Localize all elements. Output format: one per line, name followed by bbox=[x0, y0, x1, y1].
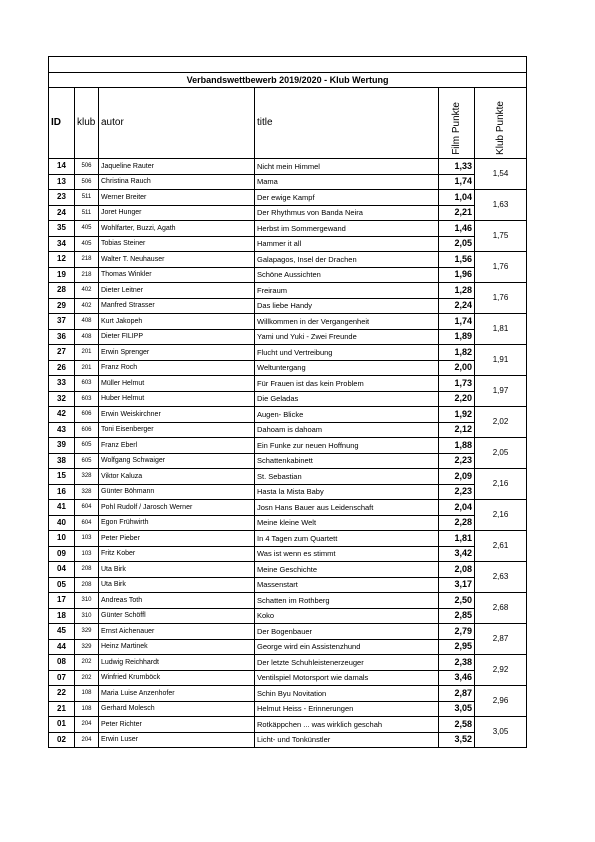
cell-film-punkte: 2,21 bbox=[439, 205, 475, 221]
header-klub: klub bbox=[75, 88, 99, 159]
cell-film-punkte: 1,28 bbox=[439, 283, 475, 299]
cell-autor: Erwin Weiskirchner bbox=[99, 407, 255, 423]
cell-film-punkte: 2,38 bbox=[439, 655, 475, 671]
cell-title: Freiraum bbox=[255, 283, 439, 299]
table-row bbox=[49, 159, 527, 175]
cell-autor: Egon Frühwirth bbox=[99, 515, 255, 531]
cell-id: 12 bbox=[49, 252, 75, 268]
table-row bbox=[49, 515, 527, 531]
header-title: title bbox=[255, 88, 439, 159]
cell-autor: Günter Schöffl bbox=[99, 608, 255, 624]
cell-title: Dahoam is dahoam bbox=[255, 422, 439, 438]
cell-autor: Heinz Martinek bbox=[99, 639, 255, 655]
cell-film-punkte: 2,00 bbox=[439, 360, 475, 376]
cell-klub-punkte: 1,63 bbox=[475, 190, 527, 221]
cell-title: Ein Funke zur neuen Hoffnung bbox=[255, 438, 439, 454]
table-row bbox=[49, 345, 527, 361]
cell-klub: 201 bbox=[75, 345, 99, 361]
cell-id: 02 bbox=[49, 732, 75, 748]
cell-film-punkte: 2,23 bbox=[439, 484, 475, 500]
cell-film-punkte: 2,04 bbox=[439, 500, 475, 516]
cell-autor: Thomas Winkler bbox=[99, 267, 255, 283]
cell-film-punkte: 1,73 bbox=[439, 376, 475, 392]
cell-film-punkte: 2,87 bbox=[439, 686, 475, 702]
table-row bbox=[49, 484, 527, 500]
table-caption: Verbandswettbewerb 2019/2020 - Klub Wertung bbox=[49, 73, 527, 88]
cell-klub: 408 bbox=[75, 314, 99, 330]
cell-id: 42 bbox=[49, 407, 75, 423]
cell-title: Nicht mein Himmel bbox=[255, 159, 439, 175]
cell-klub-punkte: 1,54 bbox=[475, 159, 527, 190]
cell-klub: 605 bbox=[75, 438, 99, 454]
cell-id: 21 bbox=[49, 701, 75, 717]
cell-id: 09 bbox=[49, 546, 75, 562]
cell-klub: 408 bbox=[75, 329, 99, 345]
cell-autor: Erwin Sprenger bbox=[99, 345, 255, 361]
cell-autor: Fritz Kober bbox=[99, 546, 255, 562]
cell-title: Meine kleine Welt bbox=[255, 515, 439, 531]
table-row bbox=[49, 624, 527, 640]
table-row bbox=[49, 422, 527, 438]
cell-klub-punkte: 2,61 bbox=[475, 531, 527, 562]
cell-autor: Tobias Steiner bbox=[99, 236, 255, 252]
blank-row bbox=[49, 57, 527, 73]
cell-klub: 604 bbox=[75, 500, 99, 516]
cell-id: 43 bbox=[49, 422, 75, 438]
cell-klub: 402 bbox=[75, 283, 99, 299]
cell-autor: Ludwig Reichhardt bbox=[99, 655, 255, 671]
cell-film-punkte: 3,17 bbox=[439, 577, 475, 593]
cell-title: Flucht und Vertreibung bbox=[255, 345, 439, 361]
cell-film-punkte: 2,23 bbox=[439, 453, 475, 469]
results-table bbox=[48, 56, 527, 748]
cell-klub: 202 bbox=[75, 670, 99, 686]
cell-klub-punkte: 1,91 bbox=[475, 345, 527, 376]
table-row bbox=[49, 190, 527, 206]
cell-id: 39 bbox=[49, 438, 75, 454]
table-row bbox=[49, 608, 527, 624]
cell-id: 17 bbox=[49, 593, 75, 609]
cell-title: Die Geladas bbox=[255, 391, 439, 407]
cell-film-punkte: 3,05 bbox=[439, 701, 475, 717]
cell-klub-punkte: 2,16 bbox=[475, 469, 527, 500]
cell-autor: Dieter FILIPP bbox=[99, 329, 255, 345]
cell-title: Ventilspiel Motorsport wie damals bbox=[255, 670, 439, 686]
cell-title: Meine Geschichte bbox=[255, 562, 439, 578]
table-row bbox=[49, 577, 527, 593]
cell-title: Koko bbox=[255, 608, 439, 624]
table-row bbox=[49, 283, 527, 299]
cell-title: Schattenkabinett bbox=[255, 453, 439, 469]
cell-autor: Toni Eisenberger bbox=[99, 422, 255, 438]
cell-klub: 108 bbox=[75, 686, 99, 702]
cell-klub-punkte: 2,05 bbox=[475, 438, 527, 469]
cell-id: 35 bbox=[49, 221, 75, 237]
cell-klub-punkte: 1,75 bbox=[475, 221, 527, 252]
cell-film-punkte: 1,89 bbox=[439, 329, 475, 345]
cell-film-punkte: 3,46 bbox=[439, 670, 475, 686]
cell-id: 38 bbox=[49, 453, 75, 469]
cell-autor: Andreas Toth bbox=[99, 593, 255, 609]
cell-id: 22 bbox=[49, 686, 75, 702]
table-row bbox=[49, 453, 527, 469]
cell-klub: 201 bbox=[75, 360, 99, 376]
cell-film-punkte: 2,95 bbox=[439, 639, 475, 655]
cell-id: 44 bbox=[49, 639, 75, 655]
cell-autor: Müller Helmut bbox=[99, 376, 255, 392]
header-row bbox=[49, 88, 527, 159]
cell-autor: Joret Hunger bbox=[99, 205, 255, 221]
cell-autor: Erwin Luser bbox=[99, 732, 255, 748]
cell-title: Der Rhythmus von Banda Neira bbox=[255, 205, 439, 221]
table-row bbox=[49, 174, 527, 190]
cell-title: George wird ein Assistenzhund bbox=[255, 639, 439, 655]
cell-title: Massenstart bbox=[255, 577, 439, 593]
cell-title: Helmut Heiss - Erinnerungen bbox=[255, 701, 439, 717]
cell-id: 34 bbox=[49, 236, 75, 252]
cell-autor: Wolfgang Schwaiger bbox=[99, 453, 255, 469]
cell-title: Der letzte Schuhleistenerzeuger bbox=[255, 655, 439, 671]
cell-title: Augen- Blicke bbox=[255, 407, 439, 423]
cell-klub: 103 bbox=[75, 546, 99, 562]
cell-autor: Huber Helmut bbox=[99, 391, 255, 407]
cell-klub-punkte: 3,05 bbox=[475, 717, 527, 748]
cell-klub: 204 bbox=[75, 717, 99, 733]
cell-klub: 511 bbox=[75, 205, 99, 221]
cell-title: Yami und Yuki - Zwei Freunde bbox=[255, 329, 439, 345]
table-row bbox=[49, 236, 527, 252]
cell-klub: 405 bbox=[75, 236, 99, 252]
cell-id: 33 bbox=[49, 376, 75, 392]
cell-klub-punkte: 2,68 bbox=[475, 593, 527, 624]
cell-title: Schöne Aussichten bbox=[255, 267, 439, 283]
cell-klub: 310 bbox=[75, 593, 99, 609]
cell-film-punkte: 1,46 bbox=[439, 221, 475, 237]
cell-film-punkte: 2,50 bbox=[439, 593, 475, 609]
cell-title: Weltuntergang bbox=[255, 360, 439, 376]
cell-film-punkte: 2,20 bbox=[439, 391, 475, 407]
cell-klub: 604 bbox=[75, 515, 99, 531]
cell-klub-punkte: 1,76 bbox=[475, 252, 527, 283]
cell-film-punkte: 1,04 bbox=[439, 190, 475, 206]
cell-autor: Viktor Kaluza bbox=[99, 469, 255, 485]
cell-klub: 328 bbox=[75, 469, 99, 485]
cell-film-punkte: 2,12 bbox=[439, 422, 475, 438]
cell-autor: Kurt Jakopeh bbox=[99, 314, 255, 330]
cell-klub: 328 bbox=[75, 484, 99, 500]
cell-id: 41 bbox=[49, 500, 75, 516]
cell-klub: 218 bbox=[75, 267, 99, 283]
cell-title: Was ist wenn es stimmt bbox=[255, 546, 439, 562]
cell-id: 45 bbox=[49, 624, 75, 640]
header-film-punkte: Film Punkte bbox=[439, 88, 475, 159]
cell-autor: Peter Pieber bbox=[99, 531, 255, 547]
cell-autor: Walter T. Neuhauser bbox=[99, 252, 255, 268]
cell-klub-punkte: 2,02 bbox=[475, 407, 527, 438]
table-row bbox=[49, 562, 527, 578]
cell-autor: Manfred Strasser bbox=[99, 298, 255, 314]
cell-id: 13 bbox=[49, 174, 75, 190]
cell-title: Licht- und Tonkünstler bbox=[255, 732, 439, 748]
cell-klub: 208 bbox=[75, 577, 99, 593]
cell-id: 05 bbox=[49, 577, 75, 593]
cell-klub: 603 bbox=[75, 376, 99, 392]
cell-klub-punkte: 1,76 bbox=[475, 283, 527, 314]
cell-title: Galapagos, Insel der Drachen bbox=[255, 252, 439, 268]
cell-id: 26 bbox=[49, 360, 75, 376]
cell-klub: 506 bbox=[75, 159, 99, 175]
cell-autor: Winfried Krumböck bbox=[99, 670, 255, 686]
table-row bbox=[49, 314, 527, 330]
cell-klub: 511 bbox=[75, 190, 99, 206]
cell-id: 19 bbox=[49, 267, 75, 283]
cell-klub: 329 bbox=[75, 639, 99, 655]
cell-autor: Dieter Leitner bbox=[99, 283, 255, 299]
cell-film-punkte: 2,05 bbox=[439, 236, 475, 252]
table-row bbox=[49, 438, 527, 454]
table-row bbox=[49, 407, 527, 423]
cell-klub: 402 bbox=[75, 298, 99, 314]
table-row bbox=[49, 500, 527, 516]
cell-autor: Ernst Aichenauer bbox=[99, 624, 255, 640]
table-row bbox=[49, 221, 527, 237]
cell-id: 37 bbox=[49, 314, 75, 330]
cell-klub-punkte: 2,92 bbox=[475, 655, 527, 686]
cell-title: Josn Hans Bauer aus Leidenschaft bbox=[255, 500, 439, 516]
cell-klub-punkte: 2,96 bbox=[475, 686, 527, 717]
cell-title: Rotkäppchen ... was wirklich geschah bbox=[255, 717, 439, 733]
cell-id: 27 bbox=[49, 345, 75, 361]
table-row bbox=[49, 546, 527, 562]
cell-autor: Jaqueline Rauter bbox=[99, 159, 255, 175]
cell-autor: Günter Böhmann bbox=[99, 484, 255, 500]
table-row bbox=[49, 670, 527, 686]
table-row bbox=[49, 686, 527, 702]
cell-film-punkte: 2,85 bbox=[439, 608, 475, 624]
cell-title: Hasta la Mista Baby bbox=[255, 484, 439, 500]
cell-klub: 606 bbox=[75, 422, 99, 438]
cell-title: In 4 Tagen zum Quartett bbox=[255, 531, 439, 547]
cell-film-punkte: 2,58 bbox=[439, 717, 475, 733]
cell-klub: 606 bbox=[75, 407, 99, 423]
cell-id: 32 bbox=[49, 391, 75, 407]
cell-klub: 329 bbox=[75, 624, 99, 640]
cell-klub: 202 bbox=[75, 655, 99, 671]
cell-klub: 103 bbox=[75, 531, 99, 547]
table-row bbox=[49, 732, 527, 748]
cell-id: 04 bbox=[49, 562, 75, 578]
cell-film-punkte: 2,09 bbox=[439, 469, 475, 485]
cell-film-punkte: 2,79 bbox=[439, 624, 475, 640]
cell-id: 14 bbox=[49, 159, 75, 175]
cell-id: 01 bbox=[49, 717, 75, 733]
cell-id: 36 bbox=[49, 329, 75, 345]
cell-klub-punkte: 2,87 bbox=[475, 624, 527, 655]
cell-klub: 108 bbox=[75, 701, 99, 717]
cell-autor: Uta Birk bbox=[99, 577, 255, 593]
cell-klub: 605 bbox=[75, 453, 99, 469]
cell-film-punkte: 1,33 bbox=[439, 159, 475, 175]
cell-title: Mama bbox=[255, 174, 439, 190]
table-row bbox=[49, 329, 527, 345]
cell-autor: Pohl Rudolf / Jarosch Werner bbox=[99, 500, 255, 516]
cell-id: 29 bbox=[49, 298, 75, 314]
cell-id: 18 bbox=[49, 608, 75, 624]
cell-autor: Uta Birk bbox=[99, 562, 255, 578]
cell-autor: Werner Breiter bbox=[99, 190, 255, 206]
cell-autor: Gerhard Molesch bbox=[99, 701, 255, 717]
cell-id: 28 bbox=[49, 283, 75, 299]
table-row bbox=[49, 593, 527, 609]
table-row bbox=[49, 205, 527, 221]
cell-klub: 310 bbox=[75, 608, 99, 624]
cell-film-punkte: 1,81 bbox=[439, 531, 475, 547]
table-row bbox=[49, 639, 527, 655]
cell-film-punkte: 1,74 bbox=[439, 314, 475, 330]
cell-klub: 405 bbox=[75, 221, 99, 237]
table-row bbox=[49, 298, 527, 314]
header-klub-punkte: Klub Punkte bbox=[475, 88, 527, 159]
cell-title: Willkommen in der Vergangenheit bbox=[255, 314, 439, 330]
cell-title: Für Frauen ist das kein Problem bbox=[255, 376, 439, 392]
cell-film-punkte: 1,74 bbox=[439, 174, 475, 190]
cell-title: Der ewige Kampf bbox=[255, 190, 439, 206]
cell-title: Schin Byu Novitation bbox=[255, 686, 439, 702]
cell-klub: 603 bbox=[75, 391, 99, 407]
cell-id: 07 bbox=[49, 670, 75, 686]
cell-klub: 218 bbox=[75, 252, 99, 268]
cell-id: 15 bbox=[49, 469, 75, 485]
cell-id: 24 bbox=[49, 205, 75, 221]
cell-id: 40 bbox=[49, 515, 75, 531]
cell-film-punkte: 1,88 bbox=[439, 438, 475, 454]
cell-film-punkte: 1,82 bbox=[439, 345, 475, 361]
table-row bbox=[49, 531, 527, 547]
cell-autor: Franz Eberl bbox=[99, 438, 255, 454]
cell-autor: Christina Rauch bbox=[99, 174, 255, 190]
table-row bbox=[49, 701, 527, 717]
cell-film-punkte: 1,56 bbox=[439, 252, 475, 268]
cell-klub-punkte: 2,63 bbox=[475, 562, 527, 593]
cell-id: 16 bbox=[49, 484, 75, 500]
header-autor: autor bbox=[99, 88, 255, 159]
cell-autor: Franz Roch bbox=[99, 360, 255, 376]
cell-film-punkte: 3,42 bbox=[439, 546, 475, 562]
cell-film-punkte: 2,28 bbox=[439, 515, 475, 531]
cell-klub-punkte: 1,97 bbox=[475, 376, 527, 407]
cell-autor: Peter Richter bbox=[99, 717, 255, 733]
cell-film-punkte: 1,96 bbox=[439, 267, 475, 283]
cell-film-punkte: 2,24 bbox=[439, 298, 475, 314]
cell-title: Schatten im Rothberg bbox=[255, 593, 439, 609]
caption-row bbox=[49, 73, 527, 88]
cell-autor: Wohlfarter, Buzzi, Agath bbox=[99, 221, 255, 237]
table-row bbox=[49, 469, 527, 485]
cell-id: 23 bbox=[49, 190, 75, 206]
cell-title: Herbst im Sommergewand bbox=[255, 221, 439, 237]
cell-klub: 204 bbox=[75, 732, 99, 748]
cell-title: St. Sebastian bbox=[255, 469, 439, 485]
table-row bbox=[49, 655, 527, 671]
cell-title: Hammer it all bbox=[255, 236, 439, 252]
table-row bbox=[49, 267, 527, 283]
table-row bbox=[49, 717, 527, 733]
cell-autor: Maria Luise Anzenhofer bbox=[99, 686, 255, 702]
cell-id: 10 bbox=[49, 531, 75, 547]
cell-klub-punkte: 2,16 bbox=[475, 500, 527, 531]
cell-film-punkte: 3,52 bbox=[439, 732, 475, 748]
cell-id: 08 bbox=[49, 655, 75, 671]
header-id: ID bbox=[49, 88, 75, 159]
cell-klub-punkte: 1,81 bbox=[475, 314, 527, 345]
table-row bbox=[49, 376, 527, 392]
table-row bbox=[49, 360, 527, 376]
cell-film-punkte: 1,92 bbox=[439, 407, 475, 423]
cell-klub: 506 bbox=[75, 174, 99, 190]
cell-title: Der Bogenbauer bbox=[255, 624, 439, 640]
cell-title: Das liebe Handy bbox=[255, 298, 439, 314]
table-row bbox=[49, 391, 527, 407]
cell-film-punkte: 2,08 bbox=[439, 562, 475, 578]
table-row bbox=[49, 252, 527, 268]
cell-klub: 208 bbox=[75, 562, 99, 578]
